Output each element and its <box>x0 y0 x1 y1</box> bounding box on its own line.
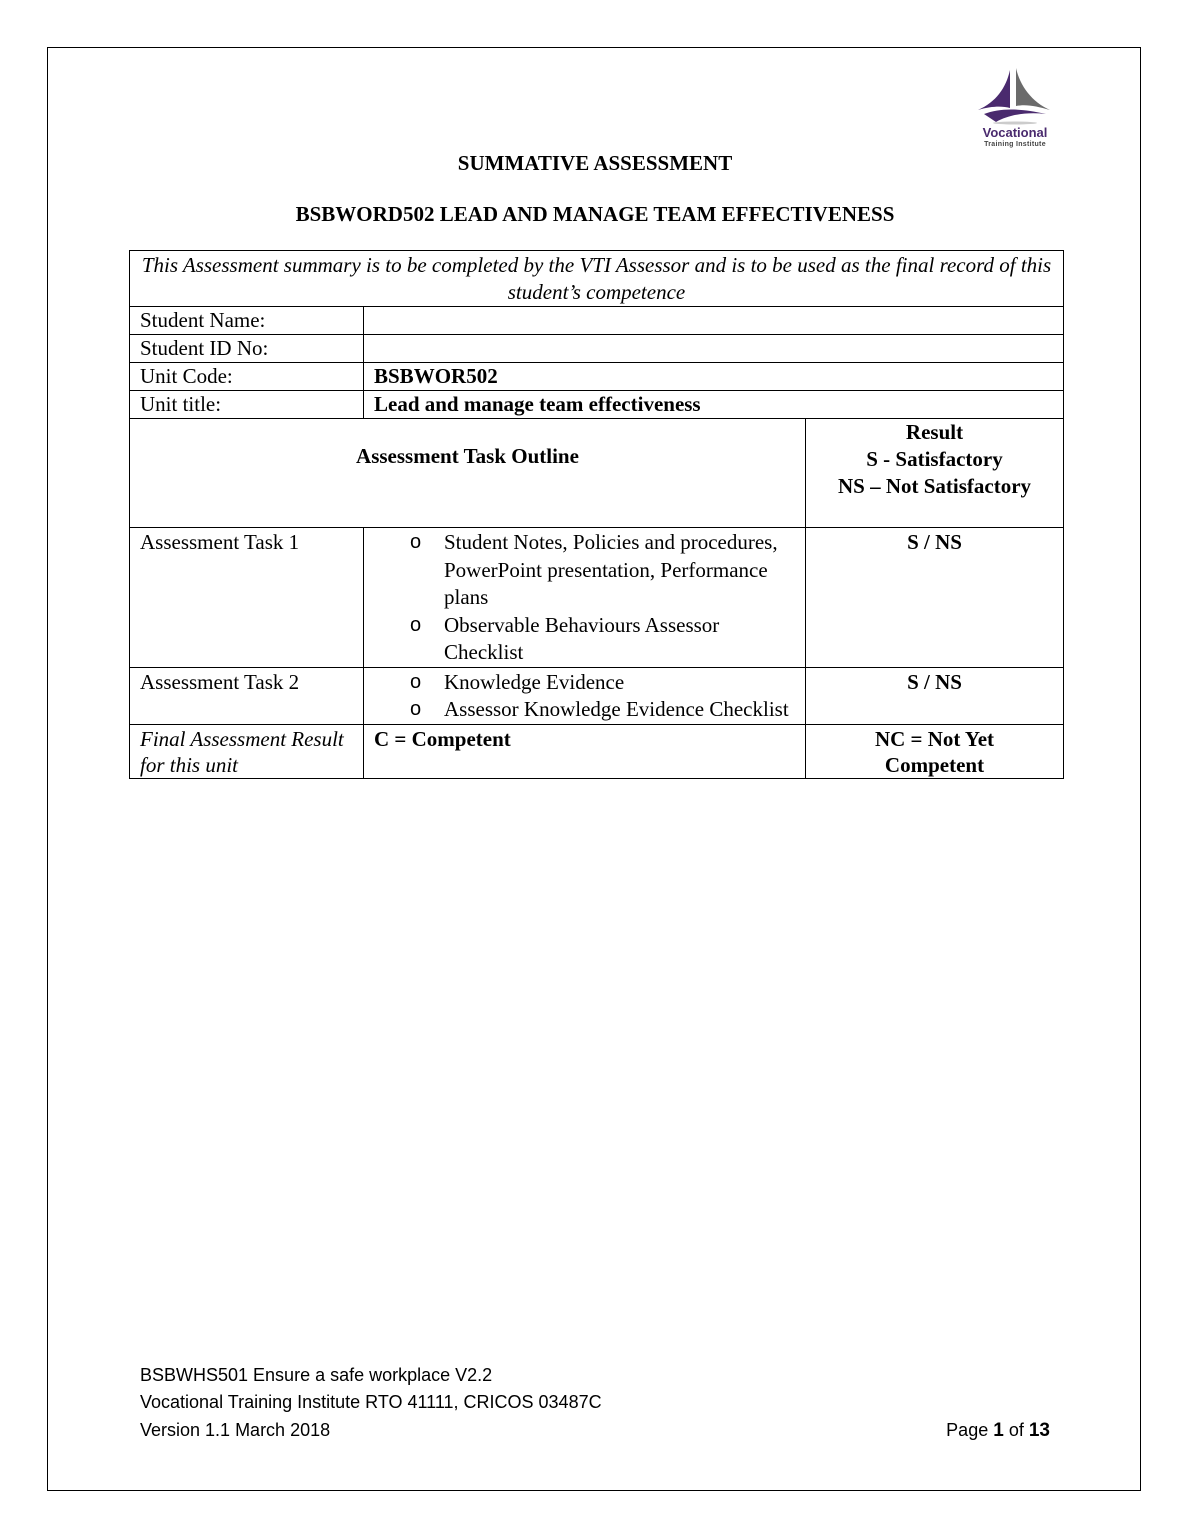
final-label: Final Assessment Result for this unit <box>130 724 364 778</box>
task-name: Assessment Task 1 <box>130 528 364 668</box>
result-header <box>806 419 1064 528</box>
current-page: 1 <box>993 1420 1004 1441</box>
result-header-s: S - Satisfactory <box>866 447 1003 471</box>
result-header-ns: NS – Not Satisfactory <box>837 474 1032 498</box>
unit-heading: BSBWORD502 LEAD AND MANAGE TEAM EFFECTIVENESS <box>295 202 895 226</box>
result-header-title: Result <box>905 420 964 444</box>
intro-text: This Assessment summary is to be completed by the VTI Assessor and is to be used as the final record of this student’s competence <box>130 251 1064 307</box>
unit-code-value: BSBWOR502 <box>364 363 1064 391</box>
student-name-label: Student Name: <box>130 307 364 335</box>
student-name-field[interactable] <box>364 307 1064 335</box>
footer-unit: BSBWHS501 Ensure a safe workplace V2.2 <box>140 1365 493 1385</box>
bullet-icon: o <box>410 613 422 636</box>
list-item: o Observable Behaviours Assessor Checklist <box>410 612 720 664</box>
footer-institute: Vocational Training Institute RTO 41111, CRICOS 03487C <box>140 1392 602 1412</box>
triangle-logo-icon <box>970 66 1060 126</box>
assessment-summary-table <box>129 250 1064 779</box>
unit-code-label: Unit Code: <box>130 363 364 391</box>
bullet-icon: o <box>410 698 422 720</box>
final-competent[interactable]: C = Competent <box>364 724 806 778</box>
final-not-competent[interactable]: NC = Not Yet Competent <box>806 724 1064 778</box>
task-items <box>364 667 806 724</box>
list-item: o Assessor Knowledge Evidence Checklist <box>410 696 795 724</box>
bullet-icon: o <box>410 670 422 693</box>
task-items <box>364 528 806 668</box>
vti-logo <box>970 66 1060 154</box>
list-item: o Student Notes, Policies and procedures, PowerPoint presentation, Performance plans <box>410 530 778 609</box>
table-row <box>130 335 1064 363</box>
unit-title-value: Lead and manage team effectiveness <box>364 391 1064 419</box>
unit-title-label: Unit title: <box>130 391 364 419</box>
document-title: SUMMATIVE ASSESSMENT <box>457 151 733 175</box>
list-item: o Knowledge Evidence <box>410 669 795 697</box>
final-row <box>130 724 1064 778</box>
task-name: Assessment Task 2 <box>130 667 364 724</box>
task-row <box>130 667 1064 724</box>
task-row <box>130 528 1064 668</box>
page-number: Page 1 of 13 <box>946 1420 1050 1441</box>
table-row <box>130 307 1064 335</box>
intro-row <box>130 251 1064 307</box>
table-row <box>130 391 1064 419</box>
logo-name: Vocational <box>982 125 1048 140</box>
student-id-label: Student ID No: <box>130 335 364 363</box>
outline-header: Assessment Task Outline <box>130 419 806 528</box>
table-row <box>130 363 1064 391</box>
task-result[interactable]: S / NS <box>806 667 1064 724</box>
header-row <box>130 419 1064 528</box>
logo-subtitle: Training Institute <box>984 141 1046 148</box>
task-result[interactable]: S / NS <box>806 528 1064 668</box>
footer-version: Version 1.1 March 2018 <box>140 1420 331 1440</box>
total-pages: 13 <box>1028 1420 1050 1441</box>
student-id-field[interactable] <box>364 335 1064 363</box>
bullet-icon: o <box>410 531 422 553</box>
